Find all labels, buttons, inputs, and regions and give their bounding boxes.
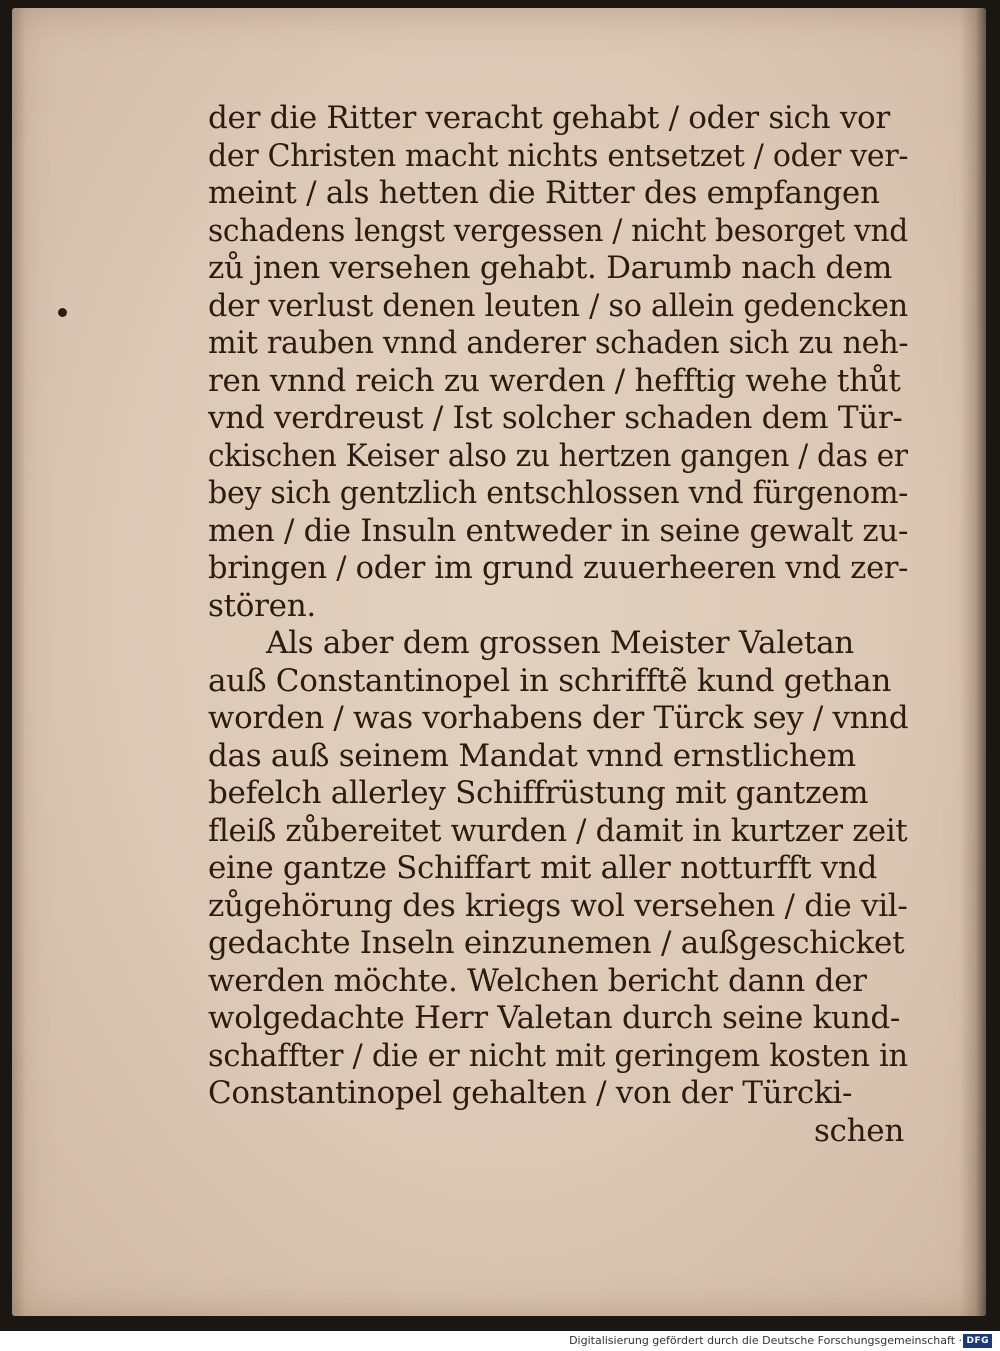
text-line: wolgedachte Herr Valetan durch seine kund- [208, 1000, 901, 1036]
text-line: bringen / oder im grund zuuerheeren vnd zer- [208, 550, 909, 586]
text-line: der verlust denen leuten / so allein gedencken [208, 287, 908, 324]
text-line: ren vnnd reich zu werden / hefftig wehe thůt [208, 362, 901, 399]
book-page [12, 8, 986, 1316]
text-line: Constantinopel gehalten / von der Türcki- [208, 1075, 853, 1111]
text-line: schadens lengst vergessen / nicht besorget vnd [208, 212, 908, 249]
paragraph-start-line: Als aber dem grossen Meister Valetan [266, 625, 854, 661]
text-line: schaffter / die er nicht mit geringem kosten in [208, 1037, 908, 1074]
text-line: werden möchte. Welchen bericht dann der [208, 962, 867, 999]
catchword: schen [813, 1112, 904, 1149]
footer-bar [0, 1331, 1000, 1351]
text-line: bey sich gentzlich entschlossen vnd fürgenom- [208, 475, 909, 511]
text-line: eine gantze Schiffart mit aller notturfft vnd [208, 850, 878, 886]
text-line: das auß seinem Mandat vnnd ernstlichem [208, 737, 856, 774]
page-edge-shadow [960, 8, 986, 1316]
text-line: zůgehörung des kriegs wol versehen / die vil- [208, 887, 908, 924]
page-gutter-shadow [12, 8, 26, 1316]
text-line: der die Ritter veracht gehabt / oder sich vor [208, 100, 890, 136]
text-line: befelch allerley Schiffrüstung mit gantzem [208, 775, 869, 811]
text-line: fleiß zůbereitet wurden / damit in kurtzer zeit [208, 812, 908, 849]
text-line: worden / was vorhabens der Türck sey / vnnd [208, 700, 909, 736]
text-line: mit rauben vnnd anderer schaden sich zu neh- [208, 325, 909, 361]
page-text [208, 100, 908, 1150]
text-line: auß Constantinopel in schrifftẽ kund gethan [208, 662, 892, 699]
text-line: vnd verdreust / Ist solcher schaden dem Tür- [208, 400, 903, 436]
text-line: ckischen Keiser also zu hertzen gangen / das er [208, 437, 908, 474]
margin-mark [58, 308, 67, 317]
funding-credit: Digitalisierung gefördert durch die Deutsche Forschungsgemeinschaft · [569, 1334, 962, 1347]
text-line: stören. [208, 587, 316, 624]
text-line: zů jnen versehen gehabt. Darumb nach dem [208, 250, 893, 286]
text-line: meint / als hetten die Ritter des empfangen [208, 175, 880, 211]
text-line: der Christen macht nichts entsetzet / oder ver- [208, 137, 909, 174]
text-line: gedachte Inseln einzunemen / außgeschicket [208, 925, 905, 961]
text-line: men / die Insuln entweder in seine gewalt zu- [208, 512, 909, 549]
dfg-logo[interactable]: DFG [963, 1334, 992, 1348]
